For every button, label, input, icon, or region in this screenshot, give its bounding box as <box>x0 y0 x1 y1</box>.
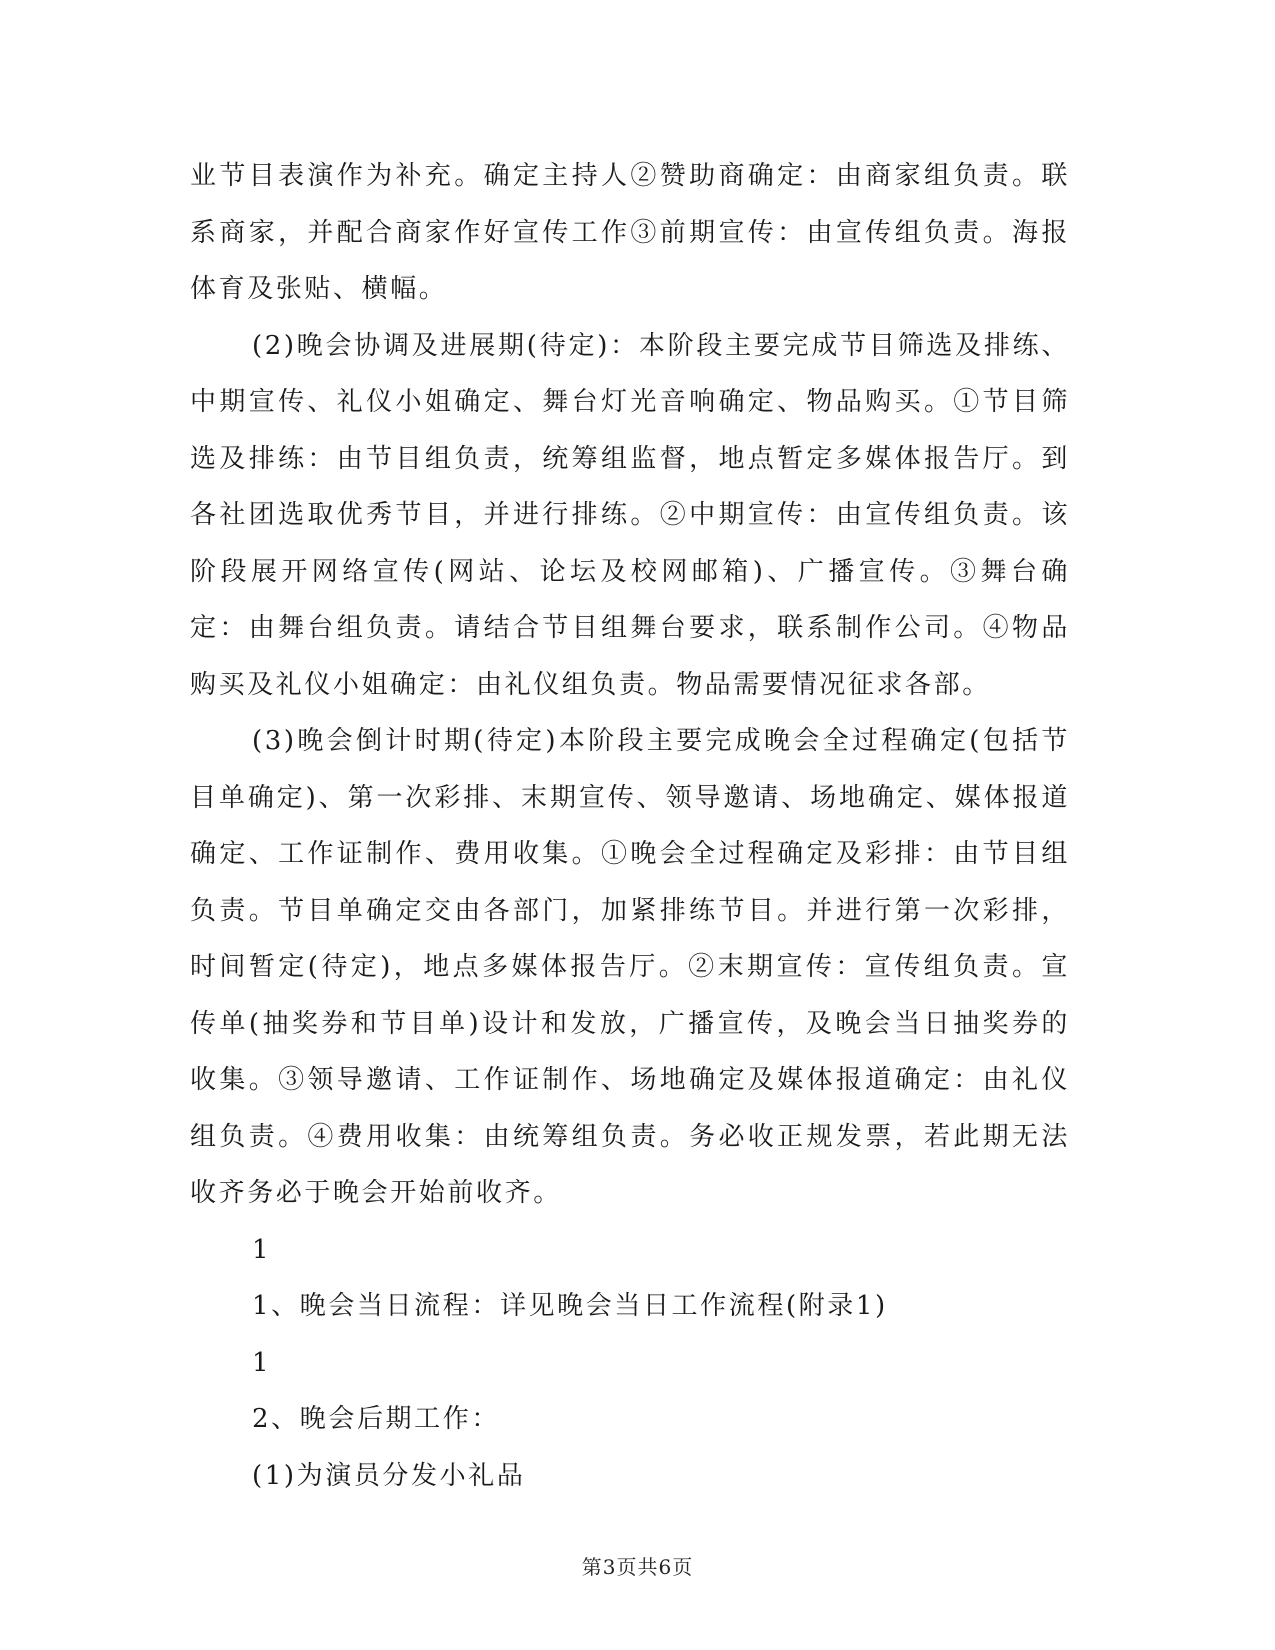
paragraph-phase-3: (3)晚会倒计时期(待定)本阶段主要完成晚会全过程确定(包括节目单确定)、第一次彩排、末期宣传、领导邀请、场地确定、媒体报道确定、工作证制作、费用收集。①晚会全过程确定及彩排：由节目组负责。节目单确定交由各部门，加紧排练节目。并进行第一次彩排，时间暂定(待定)，地点多媒体报告厅。②末期宣传：宣传组负责。宣传单(抽奖券和节目单)设计和发放，广播宣传，及晚会当日抽奖券的收集。③领导邀请、工作证制作、场地确定及媒体报道确定：由礼仪组负责。④费用收集：由统筹组负责。务必收正规发票，若此期无法收齐务必于晚会开始前收齐。 <box>190 726 1070 1208</box>
paragraph-continuation: 业节目表演作为补充。确定主持人②赞助商确定：由商家组负责。联系商家，并配合商家作好宣传工作③前期宣传：由宣传组负责。海报体育及张贴、横幅。 <box>190 161 1070 304</box>
page-number-footer: 第3页共6页 <box>581 1555 694 1579</box>
paragraph-phase-2: (2)晚会协调及进展期(待定)：本阶段主要完成节目筛选及排练、中期宣传、礼仪小姐确定、舞台灯光音响确定、物品购买。①节目筛选及排练：由节目组负责，统筹组监督，地点暂定多媒体报告厅。到各社团选取优秀节目，并进行排练。②中期宣传：由宣传组负责。该阶段展开网络宣传(网站、论坛及校网邮箱)、广播宣传。③舞台确定：由舞台组负责。请结合节目组舞台要求，联系制作公司。④物品购买及礼仪小姐确定：由礼仪组负责。物品需要情况征求各部。 <box>190 330 1070 700</box>
paragraph-post-work: 2、晚会后期工作： <box>252 1404 500 1434</box>
document-body <box>190 148 1070 1504</box>
paragraph-gifts: (1)为演员分发小礼品 <box>252 1460 526 1491</box>
paragraph-day-process: 1、晚会当日流程：详见晚会当日工作流程(附录1) <box>252 1291 888 1321</box>
paragraph-number-1: 1 <box>252 1234 272 1265</box>
paragraph-number-1b: 1 <box>252 1347 272 1378</box>
